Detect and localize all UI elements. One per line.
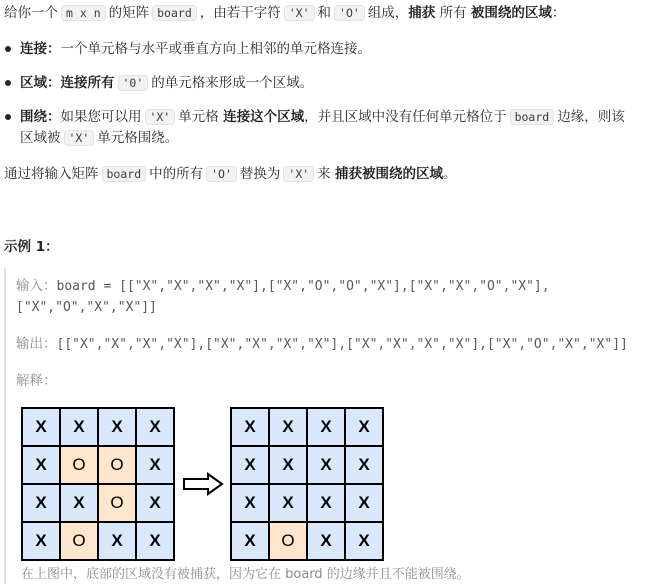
summary-text: 中的所有 <box>149 166 204 182</box>
grid-cell: O <box>60 446 98 484</box>
summary-text: 替换为 <box>239 166 281 182</box>
grid-cell: X <box>98 522 136 560</box>
grid-cell: X <box>136 522 174 560</box>
bullet-text: ，并且区域中没有任何单元格位于 <box>304 109 507 125</box>
grid-cell: X <box>22 522 60 560</box>
grid-cell: X <box>345 408 383 446</box>
grid-cell: X <box>136 484 174 522</box>
inline-code: 'O' <box>206 166 237 182</box>
output-value: [["X","X","X","X"],["X","X","X","X"],["X","X","X","X"],["X","O","X","X"]] <box>56 337 628 352</box>
bold-text: 捕获 <box>408 5 436 21</box>
grid-cell: O <box>98 446 136 484</box>
grid-cell: X <box>307 408 345 446</box>
example-input-line <box>16 275 550 298</box>
intro-text: 和 <box>317 5 332 21</box>
grid-cell: X <box>269 446 307 484</box>
inline-code: 'X' <box>284 5 315 21</box>
intro-text: ： <box>551 5 566 21</box>
output-label: 输出： <box>16 336 57 352</box>
bullet-text: 区域被 <box>20 130 61 146</box>
grid-cell: X <box>269 408 307 446</box>
summary-text: 来 <box>317 166 331 182</box>
grid-cell: X <box>136 446 174 484</box>
grid-cell: X <box>307 446 345 484</box>
bullet-label: 连接： <box>20 41 61 57</box>
inline-code: 'O' <box>334 5 365 21</box>
bullet-text: 一个单元格与水平或垂直方向上相邻的单元格连接。 <box>60 41 371 57</box>
input-label: 输入： <box>16 278 57 294</box>
before-grid <box>21 407 175 561</box>
figure-caption: 在上图中，底部的区域没有被捕获，因为它在 board 的边缘并且不能被围绕。 <box>21 567 470 582</box>
example-input-line-2 <box>16 296 157 319</box>
grid-cell: X <box>231 446 269 484</box>
grid-cell: X <box>345 484 383 522</box>
list-item <box>20 106 625 128</box>
grid-cell: X <box>231 408 269 446</box>
explain-label: 解释： <box>16 373 57 389</box>
grid-cell: X <box>231 522 269 560</box>
summary-paragraph <box>4 163 456 185</box>
bold-text: 被围绕的区域 <box>470 5 552 21</box>
grid-cell: X <box>307 522 345 560</box>
grid-cell: X <box>60 484 98 522</box>
intro-text: 给你一个 <box>4 5 58 21</box>
inline-code: board <box>102 166 147 182</box>
intro-text: 的矩阵 <box>108 5 150 21</box>
inline-code: board <box>510 109 555 125</box>
intro-text: 组成， <box>367 5 409 21</box>
bold-text: 捕获被围绕的区域 <box>334 166 443 182</box>
example-explain-label <box>16 370 57 392</box>
grid-cell: X <box>231 484 269 522</box>
bullet-label: 区域： <box>20 75 61 91</box>
intro-text: ，由若干字符 <box>199 5 281 21</box>
grid-cell: X <box>60 408 98 446</box>
grid-cell: O <box>60 522 98 560</box>
grid-cell: X <box>345 522 383 560</box>
grid-cell: O <box>269 522 307 560</box>
inline-code: 'X' <box>64 130 95 146</box>
right-arrow-icon <box>182 472 224 496</box>
example-title: 示例 1： <box>4 239 59 255</box>
bullet-text: 的单元格来形成一个区域。 <box>151 75 314 91</box>
grid-cell: X <box>345 446 383 484</box>
summary-text: 。 <box>442 166 457 182</box>
bold-text: 连接所有 <box>60 75 115 91</box>
after-grid <box>230 407 384 561</box>
summary-text: 通过将输入矩阵 <box>4 166 99 182</box>
grid-cell: X <box>136 408 174 446</box>
inline-code: m x n <box>61 5 106 21</box>
bullet-icon <box>5 46 11 52</box>
bullet-text: 边缘，则该 <box>557 109 625 125</box>
list-item <box>20 38 371 60</box>
bold-text: 连接这个区域 <box>223 109 305 125</box>
input-value: ["X","O","X","X"]] <box>16 300 157 315</box>
bullet-icon <box>5 114 11 120</box>
intro-paragraph <box>4 2 565 24</box>
inline-code: '0' <box>118 75 149 91</box>
bullet-text: 单元格围绕。 <box>97 130 179 146</box>
bullet-label: 围绕： <box>20 109 61 125</box>
intro-text: 所有 <box>439 5 467 21</box>
inline-code: board <box>152 5 197 21</box>
bullet-icon <box>5 80 11 86</box>
list-item-continuation <box>20 127 178 149</box>
inline-code: 'X' <box>283 166 314 182</box>
grid-cell: X <box>307 484 345 522</box>
grid-cell: X <box>22 408 60 446</box>
grid-cell: O <box>98 484 136 522</box>
grid-cell: X <box>22 446 60 484</box>
grid-cell: X <box>22 484 60 522</box>
example-output-line <box>16 333 628 356</box>
list-item <box>20 72 313 94</box>
grid-cell: X <box>269 484 307 522</box>
grid-cell: X <box>98 408 136 446</box>
bullet-text: 如果您可以用 <box>60 109 142 125</box>
input-value: board = [["X","X","X","X"],["X","O","O","X"],["X","X","O","X"], <box>56 279 550 294</box>
bullet-text: 单元格 <box>178 109 219 125</box>
inline-code: 'X' <box>145 109 176 125</box>
